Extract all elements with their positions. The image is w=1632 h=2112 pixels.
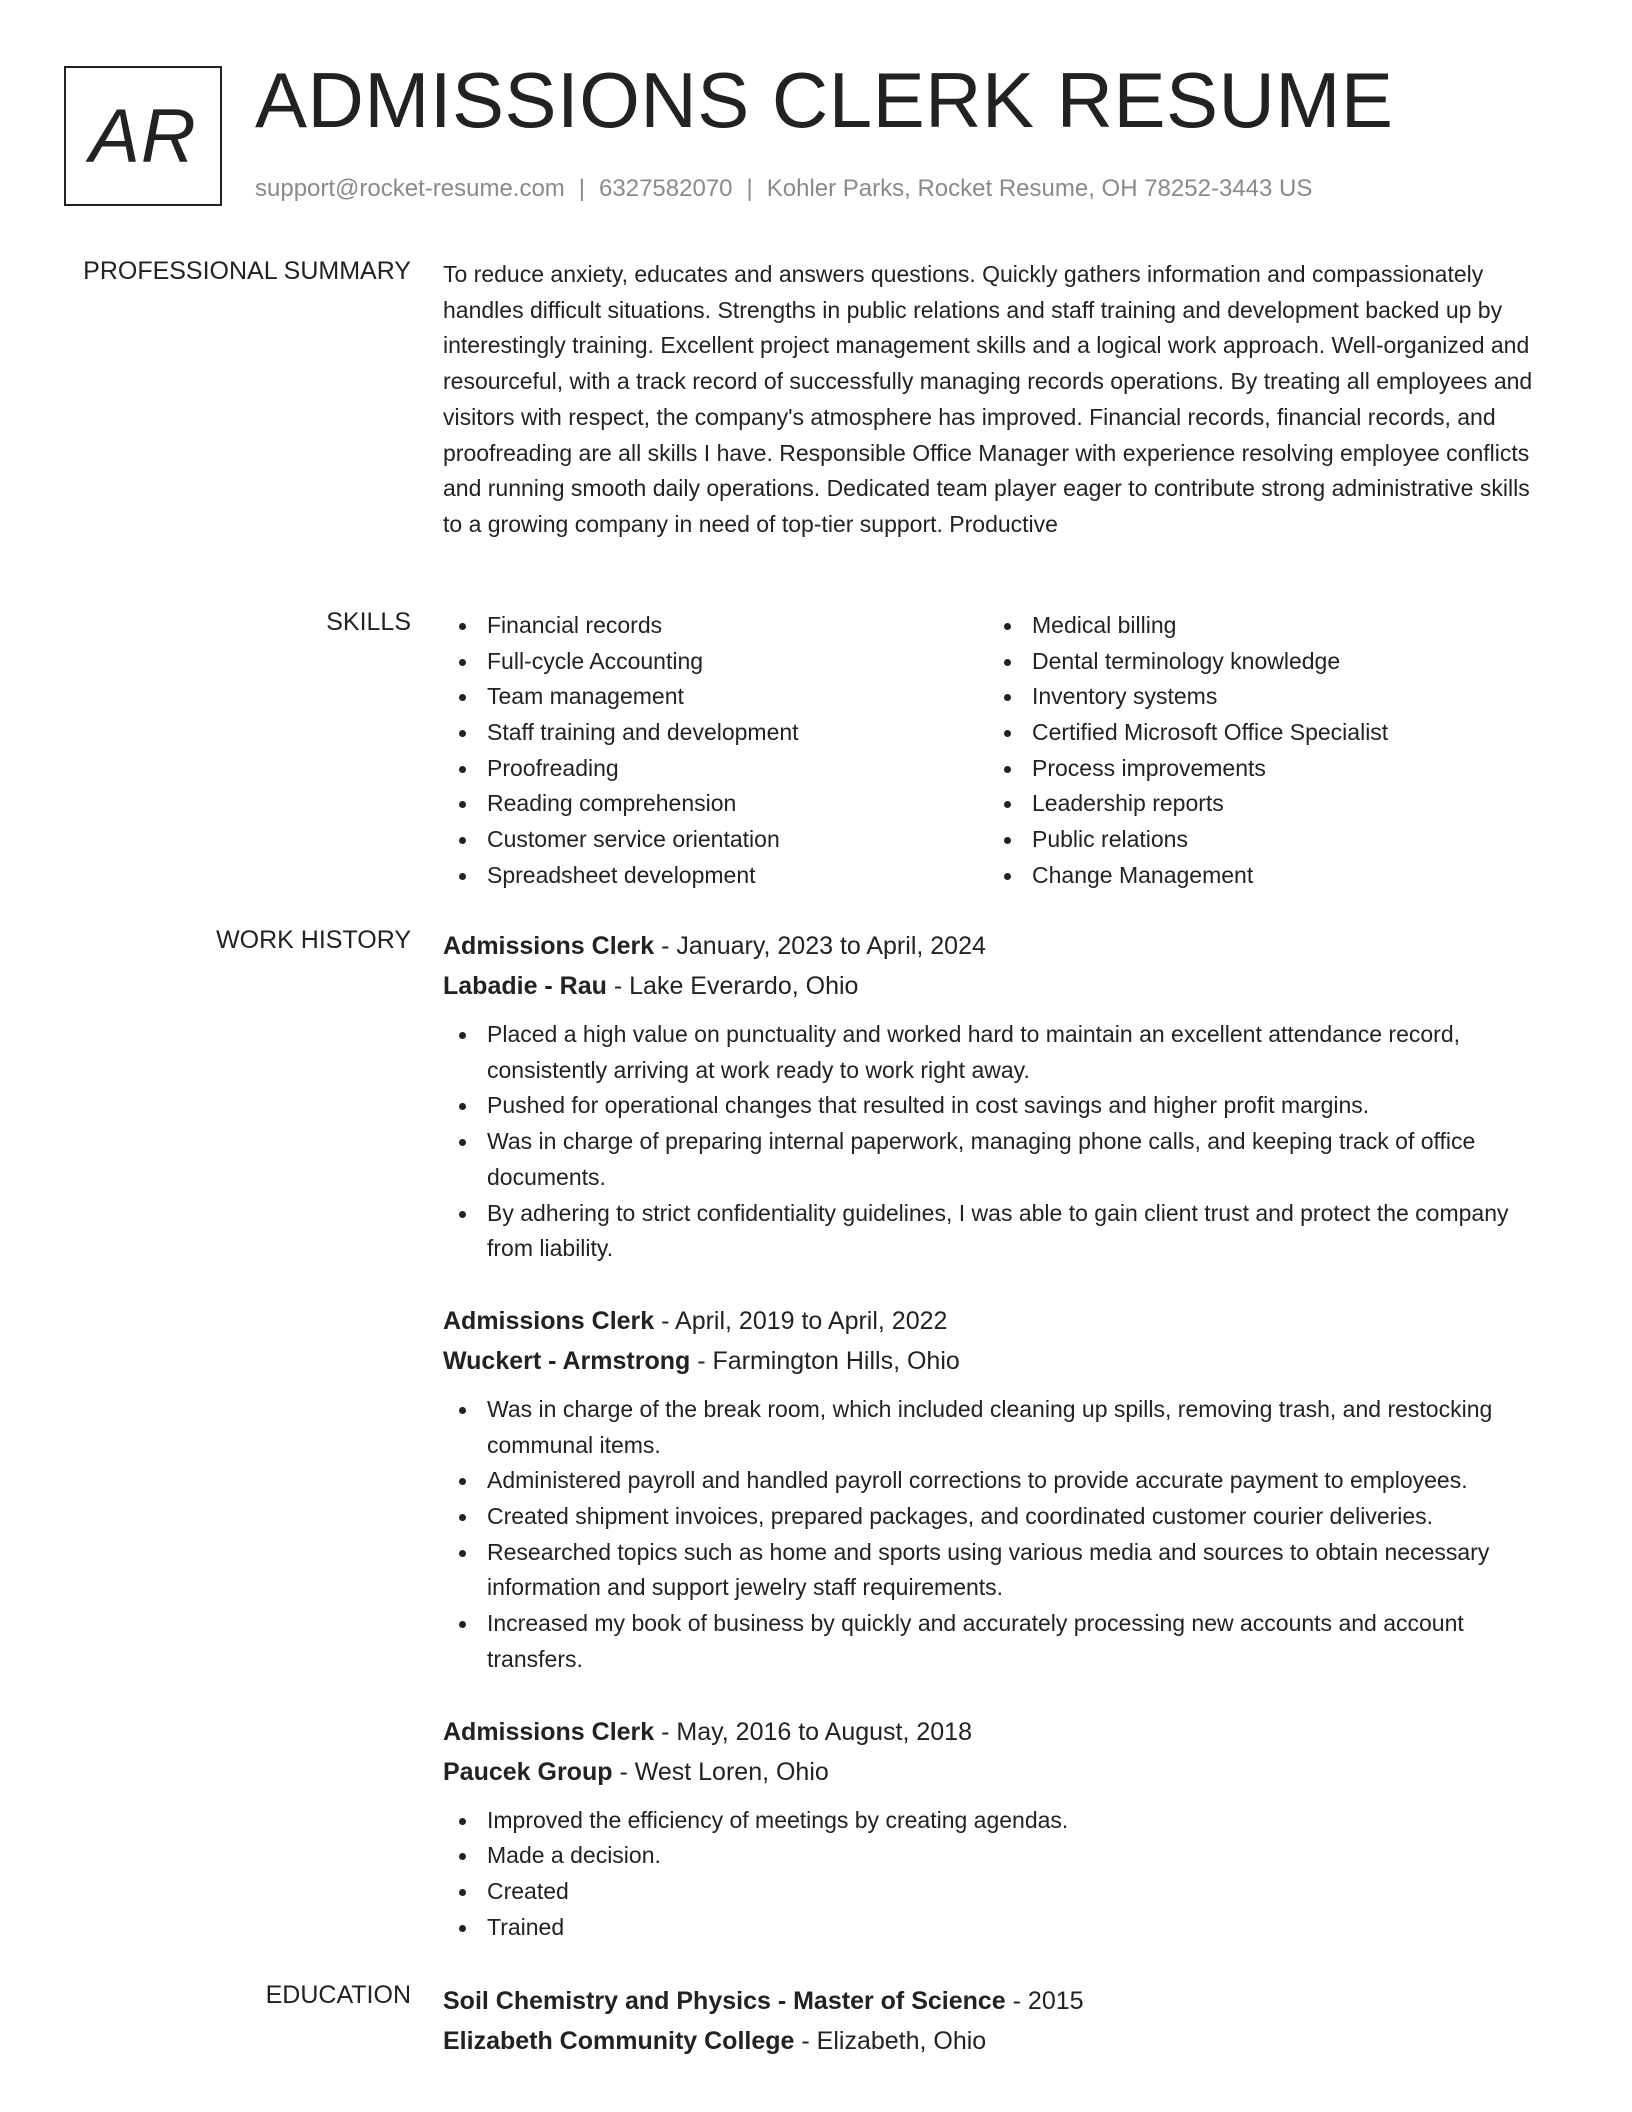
job-title: Admissions Clerk	[443, 1306, 655, 1335]
work-heading: WORK HISTORY	[216, 926, 411, 954]
school-line	[443, 2021, 1549, 2061]
job-dates: - January, 2023 to April, 2024	[654, 932, 986, 960]
job-title: Admissions Clerk	[443, 932, 655, 960]
summary-text: To reduce anxiety, educates and answers questions. Quickly gathers information and compassionately handles difficult situations. Strengths in public relations and staff training and development backed up by interestingly training. Excellent project management skills and a logical work approach. Well-organized and resourceful, with a track record of successfully managing records operations. By treating all employees and visitors with respect, the company's atmosphere has improved. Financial records, financial records, and proofreading are all skills I have. Responsible Office Manager with experience resolving employee conflicts and running smooth daily operations. Dedicated team player eager to contribute strong administrative skills to a growing company in need of top-tier support. Productive	[443, 261, 1533, 537]
duty-item: Was in charge of preparing internal paperwork, managing phone calls, and keeping track of office documents.	[443, 1124, 1549, 1195]
skill-item: Inventory systems	[988, 679, 1533, 715]
job-company: Wuckert - Armstrong	[443, 1346, 691, 1375]
job-company-line	[443, 966, 1549, 1006]
skills-grid	[443, 608, 1549, 894]
job-company-line	[443, 1752, 1549, 1792]
contact-address: Kohler Parks, Rocket Resume, OH 78252-3443 US	[766, 175, 1313, 202]
summary-heading: PROFESSIONAL SUMMARY	[83, 257, 411, 285]
job-duties	[443, 1803, 1549, 1946]
degree: Soil Chemistry and Physics - Master of Science	[443, 1987, 1006, 2015]
job-duties	[443, 1017, 1549, 1267]
job-company-line	[443, 1341, 1549, 1381]
duty-item: Pushed for operational changes that resulted in cost savings and higher profit margins.	[443, 1088, 1549, 1124]
skill-item: Certified Microsoft Office Specialist	[988, 715, 1533, 751]
job-title-line	[443, 1712, 1549, 1752]
contact-phone: 6327582070	[599, 175, 733, 202]
job-company: Paucek Group	[443, 1757, 613, 1786]
job-title-line	[443, 1301, 1549, 1341]
job-dates: - April, 2019 to April, 2022	[654, 1306, 948, 1335]
skills-column-right	[988, 608, 1533, 894]
job-location: - West Loren, Ohio	[612, 1757, 829, 1786]
duty-item: Increased my book of business by quickly and accurately processing new accounts and account transfers.	[443, 1606, 1549, 1677]
job-dates: - May, 2016 to August, 2018	[654, 1717, 972, 1746]
school-location: - Elizabeth, Ohio	[794, 2027, 987, 2055]
duty-item: Made a decision.	[443, 1838, 1549, 1874]
skill-item: Spreadsheet development	[443, 858, 988, 894]
education-body	[443, 1981, 1549, 2061]
skill-item: Customer service orientation	[443, 822, 988, 858]
contact-separator: |	[746, 175, 753, 202]
job-title: Admissions Clerk	[443, 1717, 655, 1746]
education-heading: EDUCATION	[265, 1981, 411, 2009]
school: Elizabeth Community College	[443, 2027, 795, 2055]
duty-item: Researched topics such as home and sports using various media and sources to obtain necessary information and support jewelry staff requirements.	[443, 1535, 1549, 1606]
skill-item: Public relations	[988, 822, 1533, 858]
summary-body	[443, 257, 1549, 543]
duty-item: Placed a high value on punctuality and worked hard to maintain an excellent attendance record, consistently arriving at work ready to work right away.	[443, 1017, 1549, 1088]
skill-item: Full-cycle Accounting	[443, 644, 988, 680]
job-duties	[443, 1392, 1549, 1678]
skill-item: Dental terminology knowledge	[988, 644, 1533, 680]
skill-item: Reading comprehension	[443, 786, 988, 822]
duty-item: Improved the efficiency of meetings by creating agendas.	[443, 1803, 1549, 1839]
duty-item: Created	[443, 1874, 1549, 1910]
job-entry	[443, 1712, 1549, 1946]
duty-item: Trained	[443, 1910, 1549, 1946]
job-company: Labadie - Rau	[443, 972, 607, 1000]
monogram-logo: AR	[64, 66, 222, 206]
contact-line	[255, 175, 1312, 203]
job-location: - Farmington Hills, Ohio	[690, 1346, 960, 1375]
skills-column-left	[443, 608, 988, 894]
degree-line	[443, 1981, 1549, 2021]
page-title: ADMISSIONS CLERK RESUME	[255, 56, 1394, 144]
skill-item: Leadership reports	[988, 786, 1533, 822]
skill-item: Process improvements	[988, 751, 1533, 787]
contact-email: support@rocket-resume.com	[255, 175, 565, 202]
degree-year: - 2015	[1005, 1987, 1084, 2015]
job-location: - Lake Everardo, Ohio	[606, 972, 859, 1000]
skill-item: Financial records	[443, 608, 988, 644]
skill-item: Staff training and development	[443, 715, 988, 751]
job-entry	[443, 926, 1549, 1267]
work-body	[443, 926, 1549, 1945]
contact-separator: |	[578, 175, 586, 202]
duty-item: By adhering to strict confidentiality guidelines, I was able to gain client trust and protect the company from liability.	[443, 1196, 1549, 1267]
job-title-line	[443, 926, 1549, 966]
duty-item: Administered payroll and handled payroll corrections to provide accurate payment to employees.	[443, 1463, 1549, 1499]
skill-item: Proofreading	[443, 751, 988, 787]
skill-item: Medical billing	[988, 608, 1533, 644]
job-entry	[443, 1301, 1549, 1678]
skills-heading: SKILLS	[326, 608, 411, 636]
skill-item: Team management	[443, 679, 988, 715]
skill-item: Change Management	[988, 858, 1533, 894]
duty-item: Was in charge of the break room, which included cleaning up spills, removing trash, and restocking communal items.	[443, 1392, 1549, 1463]
duty-item: Created shipment invoices, prepared packages, and coordinated customer courier deliveries.	[443, 1499, 1549, 1535]
